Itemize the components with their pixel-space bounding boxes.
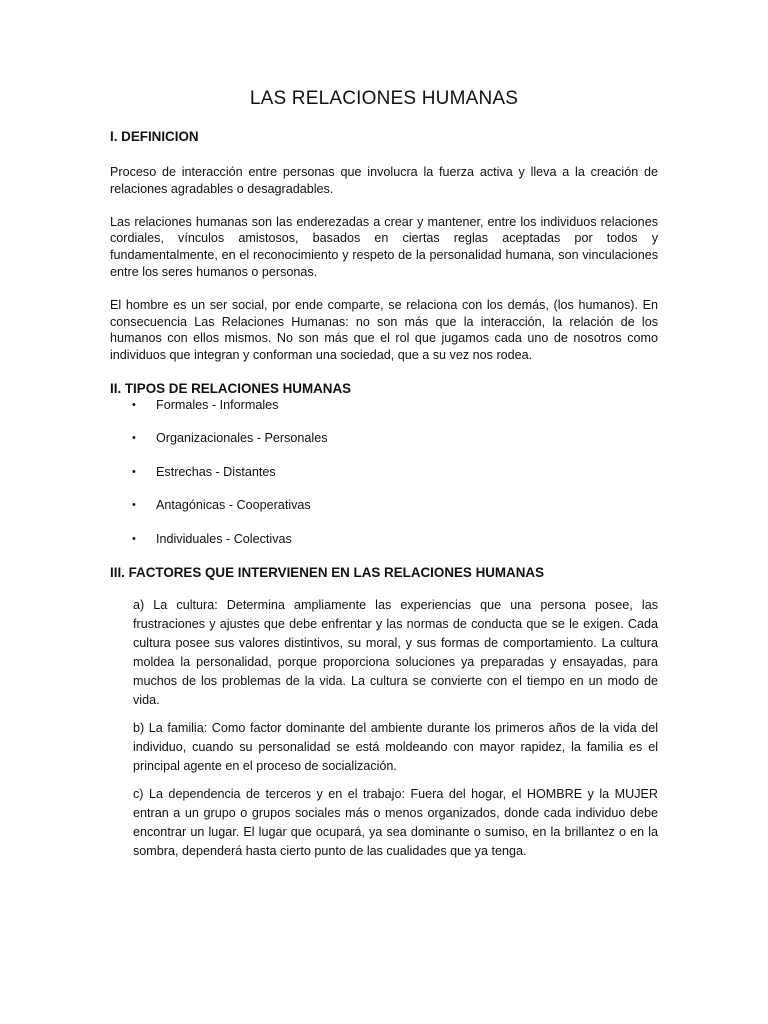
section-heading-definicion: I. DEFINICION (110, 129, 199, 144)
list-item-text: Organizacionales - Personales (156, 431, 328, 446)
document-title: LAS RELACIONES HUMANAS (249, 88, 519, 109)
factor-familia-paragraph: b) La familia: Como factor dominante del ambiente durante los primeros años de la vida del individuo, cuando su personalidad se está moldeando con mayor rapidez, la familia es el principal agente en el proceso de socialización. (133, 721, 658, 774)
document-page (110, 88, 658, 870)
section-heading-factores: III. FACTORES QUE INTERVIENEN EN LAS RELACIONES HUMANAS (110, 565, 545, 581)
list-item-text: Formales - Informales (156, 397, 279, 412)
list-item-text: Individuales - Colectivas (156, 531, 292, 546)
bullet-icon: • (132, 465, 136, 478)
list-item (110, 497, 658, 514)
bullet-icon: • (132, 499, 136, 512)
list-item (110, 531, 658, 548)
definicion-paragraph-1: Proceso de interacción entre personas que involucra la fuerza activa y lleva a la creación de relaciones agradables o desagradables. (110, 165, 658, 196)
list-item (110, 397, 658, 414)
bullet-icon: • (132, 398, 136, 411)
tipos-list (110, 397, 658, 548)
definicion-paragraph-2: Las relaciones humanas son las enderezadas a crear y mantener, entre los individuos relaciones cordiales, vínculos amistosos, basados en ciertas reglas aceptadas por todos y fundamentalmente, en el reconocimiento y respeto de la personalidad humana, son vinculaciones entre los seres humanos o personas. (110, 214, 658, 279)
list-item (110, 464, 658, 481)
bullet-icon: • (132, 532, 136, 545)
section-heading-tipos: II. TIPOS DE RELACIONES HUMANAS (110, 380, 352, 396)
bullet-icon: • (132, 432, 136, 445)
list-item (110, 430, 658, 447)
definicion-paragraph-3: El hombre es un ser social, por ende comparte, se relaciona con los demás, (los humanos). En consecuencia Las Relaciones Humanas: no son más que la interacción, la relación de los humanos con ellos mismos. No son más que el rol que jugamos cada uno de nosotros como individuos que integran y conforman una sociedad, que a su vez nos rodea. (110, 297, 658, 363)
factor-cultura-paragraph: a) La cultura: Determina ampliamente las experiencias que una persona posee, las frustraciones y ajustes que debe enfrentar y las normas de conducta que se le exigen. Cada cultura posee sus valores distintivos, su moral, y sus formas de comportamiento. La cultura moldea la personalidad, porque proporciona soluciones ya preparadas y ensayadas, para muchos de los problemas de la vida. La cultura se convierte con el tiempo en un modo de vida. (133, 598, 658, 708)
factor-dependencia-paragraph: c) La dependencia de terceros y en el trabajo: Fuera del hogar, el HOMBRE y la MUJER entran a un grupo o grupos sociales más o menos organizados, donde cada individuo debe encontrar un lugar. El lugar que ocupará, ya sea dominante o sumiso, en la brillantez o en la sombra, dependerá hasta cierto punto de las cualidades que ya tenga. (133, 787, 658, 859)
list-item-text: Estrechas - Distantes (156, 464, 276, 479)
list-item-text: Antagónicas - Cooperativas (156, 498, 311, 513)
